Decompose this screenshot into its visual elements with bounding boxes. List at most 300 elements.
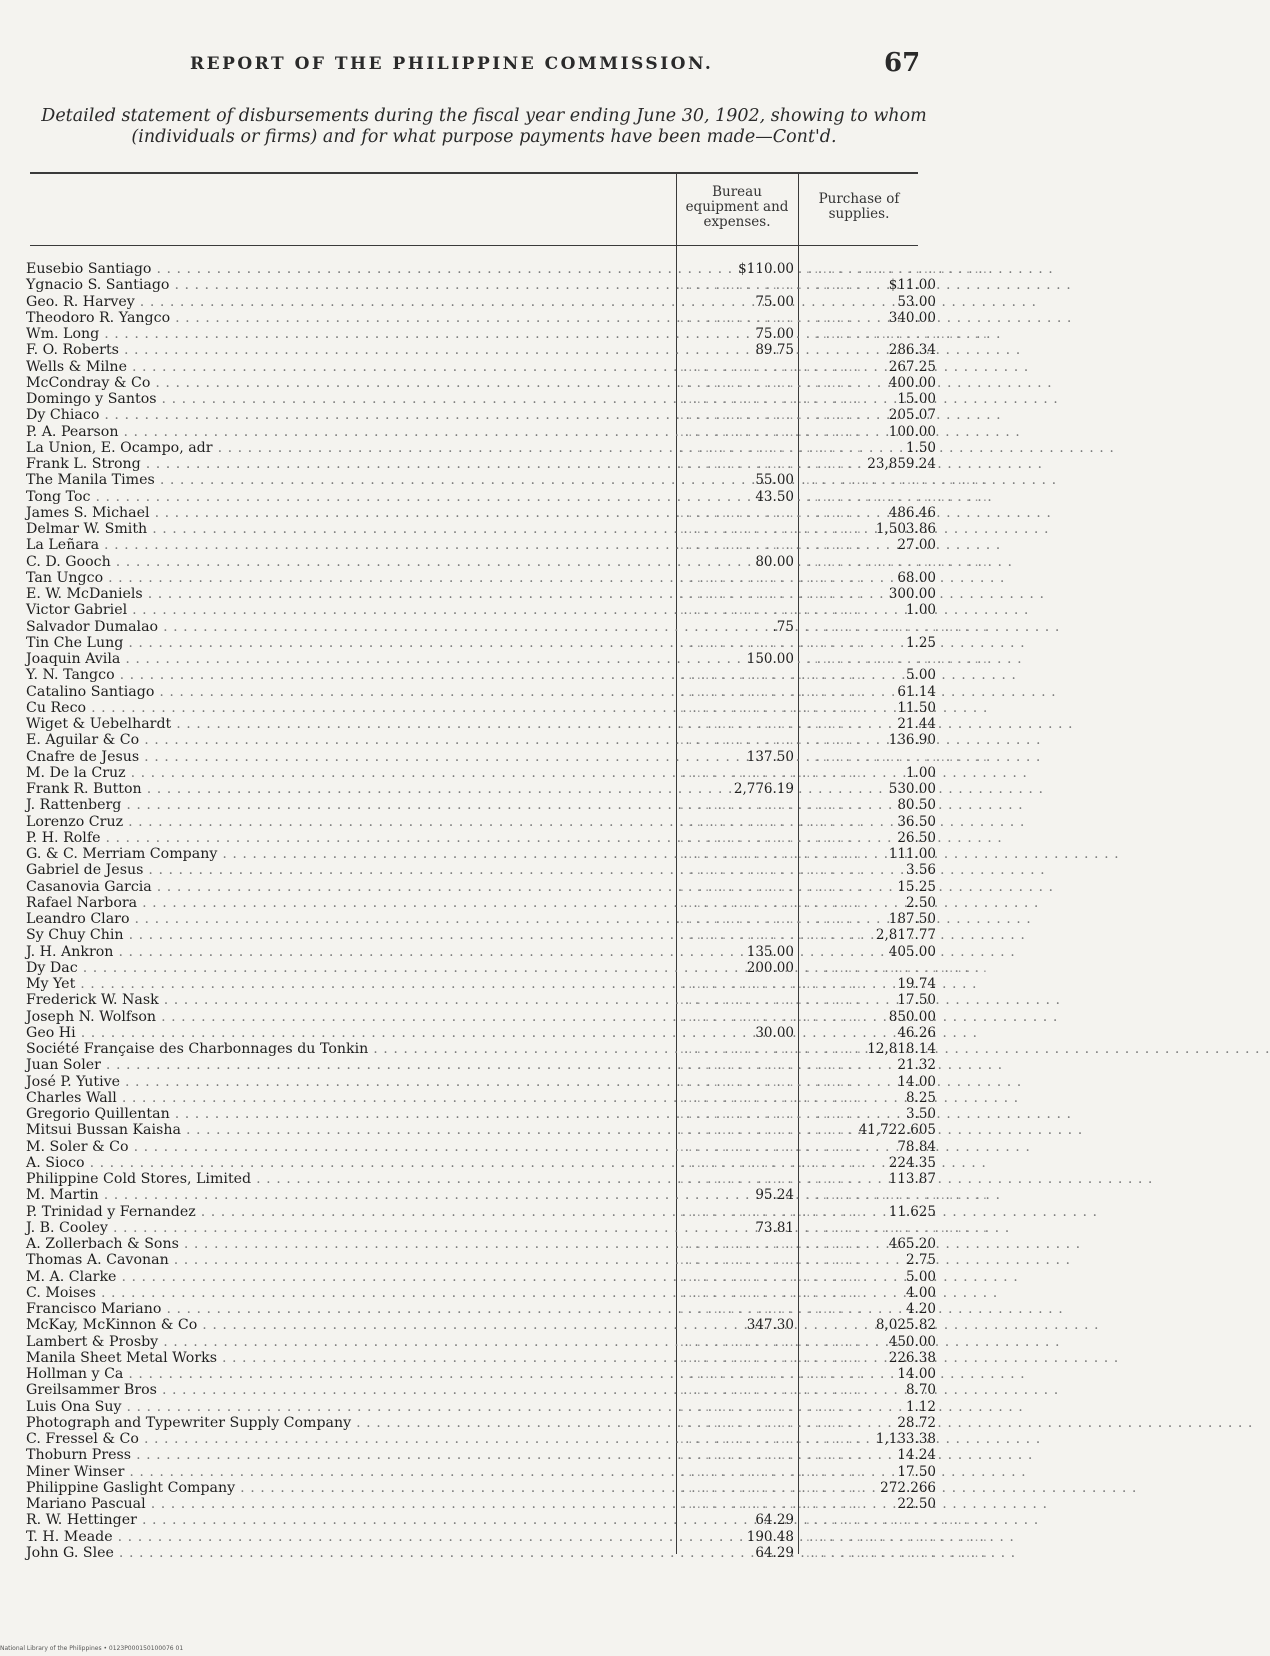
supplies-amount: 14.00: [897, 1366, 936, 1382]
supplies-amount: 2.75: [905, 1252, 936, 1269]
supplies-amount: 11.625: [888, 1203, 936, 1220]
supplies-amount-cell: [806, 1496, 942, 1512]
supplies-amount-cell: [806, 1236, 942, 1252]
table-row: [26, 829, 936, 846]
table-row: [26, 1479, 936, 1496]
table-row: [26, 943, 936, 960]
supplies-amount: 8,025.82: [875, 1317, 936, 1334]
supplies-amount: 1.50: [905, 439, 936, 456]
supplies-amount: 1.12: [905, 1398, 936, 1415]
supplies-amount-cell: [806, 521, 942, 537]
table-row: [26, 1398, 936, 1415]
payee-name: E. W. McDaniels . . .: [26, 586, 670, 602]
bureau-amount-cell: [680, 1155, 862, 1171]
table-row: [26, 618, 988, 635]
payee-name: Philippine Cold Stores, Limited . . .: [26, 1171, 670, 1187]
supplies-amount: 27.00: [897, 537, 936, 554]
supplies-amount-cell: [806, 976, 942, 992]
leader-dots: . . . . . . . . . . . . . . . . . . . . . .: [680, 1367, 862, 1381]
table-row: [26, 472, 988, 489]
leader-dots: . . . . . . . . . . . . . . . . . . . . . .: [806, 1545, 988, 1560]
bureau-amount-cell: [680, 749, 800, 765]
bureau-amount-cell: [680, 1545, 800, 1561]
supplies-amount-cell: [806, 294, 942, 310]
leader-dots: . . . . . . . . . . . . . . . . . . . . . .: [680, 993, 862, 1008]
supplies-amount-cell: [806, 846, 942, 862]
bureau-amount: .75: [772, 618, 794, 635]
payee-name: Miner Winser . . .: [26, 1464, 670, 1480]
payee-name: Dy Chiaco . . .: [26, 407, 670, 423]
table-row: [26, 1317, 936, 1334]
table-row: [26, 797, 936, 814]
table-row: [26, 894, 936, 911]
bureau-amount-cell: [680, 554, 800, 570]
leader-dots: . . . . . . . . . . . . . . . . . . . . . .: [680, 1464, 862, 1479]
payee-name: C. D. Gooch . . .: [26, 554, 670, 570]
supplies-amount: 486.46: [888, 504, 936, 521]
table-row: [26, 992, 936, 1009]
bureau-amount-cell: [680, 1285, 862, 1301]
supplies-amount-cell: [806, 1122, 942, 1138]
payee-name: Tin Che Lung . . .: [26, 635, 670, 651]
table-row: [26, 1366, 936, 1382]
table-row: [26, 813, 936, 830]
bureau-amount-cell: [680, 375, 862, 391]
payee-name: Mitsui Bussan Kaisha . . .: [26, 1122, 670, 1138]
payee-name: Frederick W. Nask . . .: [26, 992, 670, 1008]
supplies-amount-cell: [806, 326, 988, 342]
leader-dots: . . . . . . . . . . . . . . . . . . . . . .: [806, 1529, 988, 1544]
bureau-amount-cell: [680, 1464, 862, 1480]
payee-name: Salvador Dumalao . . .: [26, 619, 670, 635]
supplies-amount-cell: [806, 1529, 988, 1545]
bureau-amount-cell: [680, 391, 862, 407]
table-top-rule: [30, 172, 918, 174]
table-row: [26, 521, 936, 537]
supplies-amount-cell: [806, 635, 942, 651]
supplies-amount-cell: [806, 667, 942, 683]
supplies-amount-cell: [806, 602, 942, 618]
leader-dots: . . . . . . . . . . . . . . . . . . . . . .: [680, 700, 862, 715]
bureau-amount-cell: [680, 911, 862, 927]
bureau-amount-cell: [680, 781, 800, 797]
leader-dots: . . . . . . . . . . . . . . . . . . . . . .: [680, 1074, 862, 1089]
supplies-amount: 17.50: [897, 992, 936, 1009]
leader-dots: . . . . . . . . . . . . . . . . . . . . . .: [680, 912, 862, 926]
payee-name: A. Sioco . . .: [26, 1155, 670, 1171]
table-row: [26, 488, 988, 505]
table-caption: Detailed statement of disbursements during the fiscal year ending June 30, 1902, showing to whom (individuals or firms) and for what purpose payments have been made—Cont'd.: [41, 106, 927, 147]
payee-name: The Manila Times . . .: [26, 472, 670, 488]
supplies-amount-cell: [806, 1057, 942, 1073]
supplies-amount: 78.84: [897, 1138, 936, 1155]
supplies-amount-cell: [806, 1269, 942, 1285]
supplies-amount-cell: [806, 1334, 942, 1350]
leader-dots: . . . . . . . . . . . . . . . . . . . . . .: [680, 310, 862, 325]
bureau-amount-cell: [680, 1204, 862, 1220]
supplies-amount-cell: [806, 1447, 942, 1463]
supplies-amount: 36.50: [897, 813, 936, 830]
bureau-amount-cell: [680, 261, 800, 277]
supplies-amount-cell: [806, 1009, 942, 1025]
payee-name: Hollman y Ca . . .: [26, 1366, 670, 1382]
bureau-amount-cell: [680, 472, 800, 488]
supplies-amount-cell: [806, 944, 942, 960]
supplies-amount-cell: [806, 651, 988, 667]
payee-name: F. O. Roberts . . .: [26, 342, 670, 358]
supplies-amount: 187.50: [888, 911, 936, 927]
bureau-amount: 55.00: [755, 472, 794, 489]
supplies-amount-cell: [806, 489, 988, 505]
supplies-amount-cell: [806, 456, 942, 472]
leader-dots: . . . . . . . . . . . . . . . . . . . . . .: [806, 489, 988, 504]
supplies-amount: 400.00: [888, 374, 936, 391]
supplies-amount-cell: [806, 1545, 988, 1561]
supplies-amount: 113.87: [888, 1171, 936, 1187]
leader-dots: . . . . . . . . . . . . . . . . . . . . . .: [806, 1220, 988, 1235]
bureau-amount-cell: [680, 1171, 862, 1187]
bureau-amount-cell: [680, 1350, 862, 1366]
bureau-amount-cell: [680, 310, 862, 326]
table-row: [26, 748, 988, 765]
table-row: [26, 699, 936, 716]
supplies-amount-cell: [806, 1366, 942, 1382]
payee-name: Wells & Milne . . .: [26, 359, 670, 375]
leader-dots: . . . . . . . . . . . . . . . . . . . . . .: [680, 1334, 862, 1349]
payee-name: José P. Yutive . . .: [26, 1074, 670, 1090]
table-row: [26, 1414, 936, 1431]
supplies-amount-cell: [806, 440, 942, 456]
supplies-amount: 5.00: [905, 1268, 936, 1285]
bureau-amount-cell: [680, 1301, 862, 1317]
bureau-amount-cell: [680, 294, 800, 310]
supplies-amount-cell: [806, 1074, 942, 1090]
payee-name: Joseph N. Wolfson . . .: [26, 1009, 670, 1025]
supplies-amount: 3.56: [905, 862, 936, 879]
table-row: [26, 927, 936, 944]
supplies-amount: 8.25: [905, 1089, 936, 1106]
payee-name: Gregorio Quillentan . . .: [26, 1106, 670, 1122]
supplies-amount: 15.25: [897, 878, 936, 895]
leader-dots: . . . . . . . . . . . . . . . . . . . . . .: [680, 684, 862, 699]
supplies-amount: 272.266: [880, 1479, 936, 1496]
leader-dots: . . . . . . . . . . . . . . . . . . . . . .: [680, 1285, 862, 1300]
bureau-amount-cell: [680, 765, 862, 781]
leader-dots: . . . . . . . . . . . . . . . . . . . . . .: [680, 635, 862, 650]
payee-name: Ygnacio S. Santiago . . .: [26, 277, 670, 293]
payee-name: La Union, E. Ocampo, adr . . .: [26, 440, 670, 456]
supplies-amount-cell: [806, 700, 942, 716]
leader-dots: . . . . . . . . . . . . . . . . . . . . . .: [680, 457, 862, 471]
table-row: [26, 683, 936, 700]
payee-name: Leandro Claro . . .: [26, 911, 670, 927]
payee-name: My Yet . . .: [26, 976, 670, 992]
supplies-amount-cell: [806, 1041, 942, 1057]
supplies-amount-cell: [806, 1106, 942, 1122]
table-row: [26, 764, 936, 781]
leader-dots: . . . . . . . . . . . . . . . . . . . . . .: [680, 765, 862, 780]
payee-name: J. B. Cooley . . .: [26, 1220, 670, 1236]
supplies-amount: 224.35: [888, 1154, 936, 1171]
table-row: [26, 1431, 936, 1447]
table-row: [26, 309, 936, 326]
bureau-amount-cell: [680, 456, 862, 472]
payee-name: C. Fressel & Co . . .: [26, 1431, 670, 1447]
bureau-amount: 137.50: [746, 748, 794, 765]
table-row: [26, 1252, 936, 1269]
supplies-amount-cell: [806, 505, 942, 521]
bureau-amount: 200.00: [746, 959, 794, 976]
supplies-amount-cell: [806, 749, 988, 765]
leader-dots: . . . . . . . . . . . . . . . . . . . . . .: [680, 1432, 862, 1446]
payee-name: Cnafre de Jesus . . .: [26, 749, 670, 765]
supplies-amount: 1,133.38: [875, 1431, 936, 1447]
leader-dots: . . . . . . . . . . . . . . . . . . . . . .: [680, 570, 862, 585]
payee-name: Wiget & Uebelhardt . . .: [26, 716, 670, 732]
payee-name: Y. N. Tangco . . .: [26, 667, 670, 683]
leader-dots: . . . . . . . . . . . . . . . . . . . . . .: [680, 798, 862, 813]
supplies-amount-cell: [806, 1139, 942, 1155]
supplies-amount-cell: [806, 310, 942, 326]
bureau-amount-cell: [680, 619, 800, 635]
bureau-amount-cell: [680, 1220, 800, 1236]
supplies-amount-cell: [806, 732, 942, 748]
leader-dots: . . . . . . . . . . . . . . . . . . . . . .: [680, 1302, 862, 1316]
bureau-amount-cell: [680, 976, 862, 992]
leader-dots: . . . . . . . . . . . . . . . . . . . . . .: [806, 652, 988, 666]
supplies-amount: 61.14: [897, 683, 936, 700]
bureau-amount-cell: [680, 424, 862, 440]
payee-name: Thoburn Press . . .: [26, 1447, 670, 1463]
table-row: [26, 862, 936, 879]
bureau-amount-cell: [680, 1399, 862, 1415]
table-row: [26, 423, 936, 440]
bureau-amount-cell: [680, 960, 800, 976]
supplies-amount-cell: [806, 554, 988, 570]
supplies-amount: 1.00: [905, 602, 936, 619]
supplies-amount: 450.00: [888, 1333, 936, 1350]
bureau-amount-cell: [680, 732, 862, 748]
table-row: [26, 1041, 936, 1057]
payee-name: P. Trinidad y Fernandez . . .: [26, 1204, 670, 1220]
bureau-amount: 135.00: [746, 943, 794, 960]
table-row: [26, 1463, 936, 1480]
table-row: [26, 1073, 936, 1090]
bureau-amount-cell: [680, 1139, 862, 1155]
bureau-amount: 64.29: [755, 1544, 794, 1561]
supplies-amount-cell: [806, 391, 942, 407]
payee-name: Gabriel de Jesus . . .: [26, 862, 670, 878]
leader-dots: . . . . . . . . . . . . . . . . . . . . . .: [680, 847, 862, 861]
leader-dots: . . . . . . . . . . . . . . . . . . . . . .: [680, 587, 862, 601]
bureau-amount: 64.29: [755, 1512, 794, 1529]
bureau-amount: 2,776.19: [733, 781, 794, 797]
table-row: [26, 277, 936, 294]
payee-name: M. De la Cruz . . .: [26, 765, 670, 781]
payee-name: M. A. Clarke . . .: [26, 1269, 670, 1285]
payee-name: Greilsammer Bros . . .: [26, 1382, 670, 1398]
table-row: [26, 1024, 936, 1041]
payee-name: Tong Toc . . .: [26, 489, 670, 505]
bureau-amount-cell: [680, 635, 862, 651]
table-row: [26, 1122, 936, 1139]
table-row: [26, 293, 936, 310]
table-row: [26, 391, 936, 407]
table-row: [26, 976, 936, 992]
bureau-amount-cell: [680, 489, 800, 505]
leader-dots: . . . . . . . . . . . . . . . . . . . . . .: [680, 538, 862, 553]
payee-name: M. Martin . . .: [26, 1187, 670, 1203]
table-row: [26, 651, 988, 667]
bureau-amount-cell: [680, 830, 862, 846]
supplies-amount-cell: [806, 1171, 942, 1187]
supplies-amount: 26.50: [897, 829, 936, 846]
payee-name: J. Rattenberg . . .: [26, 797, 670, 813]
supplies-amount: 14.24: [897, 1447, 936, 1464]
table-row: [26, 602, 936, 619]
supplies-amount-cell: [806, 570, 942, 586]
supplies-amount-cell: [806, 342, 942, 358]
supplies-amount: 22.50: [897, 1496, 936, 1512]
leader-dots: . . . . . . . . . . . . . . . . . . . . . .: [680, 668, 862, 683]
leader-dots: . . . . . . . . . . . . . . . . . . . . . .: [680, 1497, 862, 1511]
leader-dots: . . . . . . . . . . . . . . . . . . . . . .: [680, 830, 862, 845]
leader-dots: . . . . . . . . . . . . . . . . . . . . . .: [680, 278, 862, 293]
supplies-amount-cell: [806, 1480, 942, 1496]
supplies-amount: 111.00: [888, 846, 936, 862]
table-row: [26, 1171, 936, 1187]
table-row: [26, 261, 988, 277]
leader-dots: . . . . . . . . . . . . . . . . . . . . . .: [680, 895, 862, 910]
supplies-amount: 46.26: [897, 1024, 936, 1041]
supplies-amount-cell: [806, 781, 942, 797]
bureau-amount-cell: [680, 1431, 862, 1447]
bureau-amount-cell: [680, 1382, 862, 1398]
leader-dots: . . . . . . . . . . . . . . . . . . . . . .: [806, 749, 988, 764]
supplies-amount-cell: [806, 277, 942, 293]
payee-name: John G. Slee . . .: [26, 1545, 670, 1561]
payee-name: J. H. Ankron . . .: [26, 944, 670, 960]
leader-dots: . . . . . . . . . . . . . . . . . . . . . .: [680, 440, 862, 455]
table-row: [26, 716, 936, 732]
bureau-amount-cell: [680, 716, 862, 732]
bureau-amount-cell: [680, 1025, 800, 1041]
payee-name: McCondray & Co . . .: [26, 375, 670, 391]
supplies-amount-cell: [806, 927, 942, 943]
supplies-amount: 205.07: [888, 407, 936, 424]
table-row: [26, 342, 936, 359]
supplies-amount-cell: [806, 375, 942, 391]
supplies-amount-cell: [806, 1220, 988, 1236]
bureau-amount-cell: [680, 846, 862, 862]
bureau-amount-cell: [680, 992, 862, 1008]
payee-name: Wm. Long . . .: [26, 326, 670, 342]
supplies-amount-cell: [806, 716, 942, 732]
supplies-amount-cell: [806, 1464, 942, 1480]
payee-name: Sy Chuy Chin . . .: [26, 927, 670, 943]
table-row: [26, 586, 936, 602]
table-row: [26, 1057, 936, 1074]
table-row: [26, 1154, 936, 1171]
leader-dots: . . . . . . . . . . . . . . . . . . . . . .: [680, 375, 862, 390]
leader-dots: . . . . . . . . . . . . . . . . . . . . . .: [680, 879, 862, 894]
payee-name: Manila Sheet Metal Works . . .: [26, 1350, 670, 1366]
table-row: [26, 1301, 936, 1317]
supplies-amount-cell: [806, 1155, 942, 1171]
supplies-amount: 850.00: [888, 1008, 936, 1025]
supplies-amount-cell: [806, 814, 942, 830]
supplies-amount-cell: [806, 1204, 942, 1220]
bureau-amount-cell: [680, 1334, 862, 1350]
payee-name: Thomas A. Cavonan . . .: [26, 1252, 670, 1268]
supplies-amount: 340.00: [888, 309, 936, 326]
supplies-amount: 21.44: [897, 716, 936, 732]
page-header: [0, 48, 978, 82]
bureau-amount-cell: [680, 1057, 862, 1073]
leader-dots: . . . . . . . . . . . . . . . . . . . . . .: [806, 619, 988, 634]
supplies-amount-cell: [806, 1090, 942, 1106]
payee-name: Domingo y Santos . . .: [26, 391, 670, 407]
supplies-amount-cell: [806, 895, 942, 911]
supplies-amount: 465.20: [888, 1236, 936, 1252]
supplies-amount-cell: [806, 765, 942, 781]
payee-name: C. Moises . . .: [26, 1285, 670, 1301]
payee-name: Luis Ona Suy . . .: [26, 1399, 670, 1415]
leader-dots: . . . . . . . . . . . . . . . . . . . . . .: [806, 473, 988, 488]
bureau-amount-cell: [680, 1529, 800, 1545]
table-row: [26, 1447, 936, 1464]
supplies-amount-cell: [806, 911, 942, 927]
supplies-amount: 14.00: [897, 1073, 936, 1090]
supplies-amount: 4.00: [905, 1284, 936, 1301]
leader-dots: . . . . . . . . . . . . . . . . . . . . . .: [806, 1513, 988, 1528]
bureau-amount: 30.00: [755, 1024, 794, 1041]
payee-name: Lambert & Prosby . . .: [26, 1334, 670, 1350]
supplies-amount-cell: [806, 1382, 942, 1398]
supplies-amount-cell: [806, 359, 942, 375]
leader-dots: . . . . . . . . . . . . . . . . . . . . . .: [680, 1480, 862, 1495]
bureau-amount-cell: [680, 1366, 862, 1382]
bureau-amount: 190.48: [746, 1528, 794, 1545]
supplies-amount-cell: [806, 1285, 942, 1301]
leader-dots: . . . . . . . . . . . . . . . . . . . . . .: [680, 359, 862, 374]
bureau-amount-cell: [680, 277, 862, 293]
supplies-amount: 136.90: [888, 732, 936, 749]
supplies-amount: 4.20: [905, 1301, 936, 1317]
header-bottom-rule: [30, 245, 918, 246]
table-row: [26, 667, 936, 684]
table-row: [26, 1219, 988, 1236]
supplies-amount-cell: [806, 537, 942, 553]
disbursement-table: [26, 261, 988, 1561]
bureau-amount-cell: [680, 326, 800, 342]
supplies-amount: 2.50: [905, 894, 936, 911]
bureau-amount: 75.00: [755, 293, 794, 310]
table-row: [26, 1333, 936, 1350]
leader-dots: . . . . . . . . . . . . . . . . . . . . . .: [680, 1237, 862, 1251]
supplies-amount: 23,859.24: [867, 456, 936, 472]
supplies-amount: 53.00: [897, 293, 936, 310]
table-row: [26, 1544, 988, 1561]
payee-name: Tan Ungco . . .: [26, 570, 670, 586]
table-row: [26, 537, 936, 554]
leader-dots: . . . . . . . . . . . . . . . . . . . . . .: [680, 1139, 862, 1154]
payee-name: Dy Dac . . .: [26, 960, 670, 976]
table-row: [26, 1349, 936, 1366]
payee-name: Francisco Mariano . . .: [26, 1301, 670, 1317]
payee-name: Charles Wall . . .: [26, 1090, 670, 1106]
supplies-amount-cell: [806, 1187, 988, 1203]
